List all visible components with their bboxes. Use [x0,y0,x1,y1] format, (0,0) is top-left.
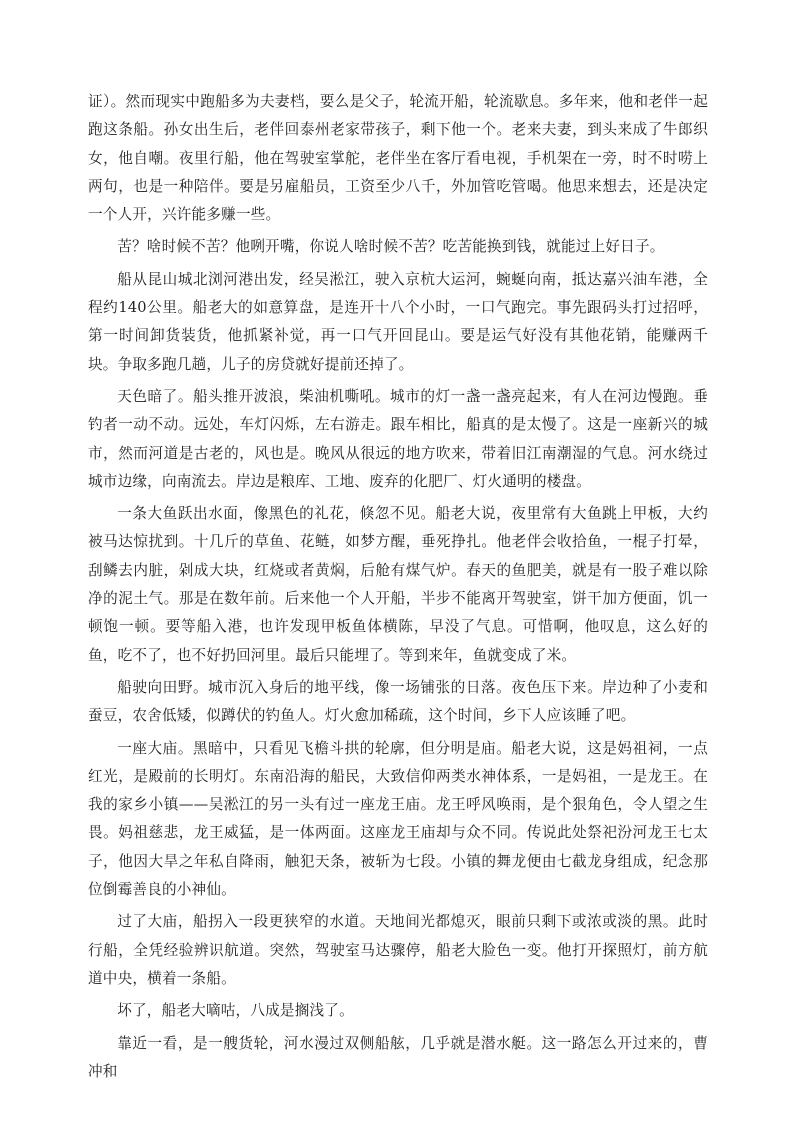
paragraph-1: 证）。然而现实中跑船多为夫妻档，要么是父子，轮流开船，轮流歇息。多年来，他和老伴一起跑这条船。孙女出生后，老伴回泰州老家带孩子，剩下他一个。老来夫妻，到头来成了牛郎织女，他自嘲。夜里行船，他在驾驶室掌舵，老伴坐在客厅看电视，手机架在一旁，时不时唠上两句，也是一种陪伴。要是另雇船员，工资至少八千，外加管吃管喝。他思来想去，还是决定一个人开，兴许能多赚一些。 [88,93,708,224]
paragraph-5: 一条大鱼跃出水面，像黑色的礼花，倏忽不见。船老大说，夜里常有大鱼跳上甲板，大约被马达惊扰到。十几斤的草鱼、花鲢，如梦方醒，垂死挣扎。他老伴会收拾鱼，一棍子打晕，刮鳞去内脏，剁成大块，红烧或者黄焖，后舱有煤气炉。春天的鱼肥美，就是有一股子难以除净的泥土气。那是在数年前。后来他一个人开船，半步不能离开驾驶室，饼干加方便面，饥一顿饱一顿。要等船入港，也许发现甲板鱼体横陈，早没了气息。可惜啊，他叹息，这么好的鱼，吃不了，也不好扔回河里。最后只能埋了。等到来年，鱼就变成了米。 [88,505,708,664]
paragraph-8: 过了大庙，船拐入一段更狭窄的水道。天地间光都熄灭，眼前只剩下或浓或淡的黑。此时行船，全凭经验辨识航道。突然，驾驶室马达骤停，船老大脸色一变。他打开探照灯，前方航道中央，横着一条船。 [88,913,708,987]
document-page [88,88,708,1088]
paragraph-3: 船从昆山城北浏河港出发，经吴淞江，驶入京杭大运河，蜿蜒向南，抵达嘉兴油车港，全程约140公里。船老大的如意算盘，是连开十八个小时，一口气跑完。事先跟码头打过招呼，第一时间卸货装货，他抓紧补觉，再一口气开回昆山。要是运气好没有其他花销，能赚两千块。争取多跑几趟，儿子的房贷就好提前还掉了。 [88,270,708,373]
paragraph-6: 船驶向田野。城市沉入身后的地平线，像一场铺张的日落。夜色压下来。岸边种了小麦和蚕豆，农舍低矮，似蹲伏的钓鱼人。灯火愈加稀疏，这个时间，乡下人应该睡了吧。 [88,678,708,725]
paragraph-10: 靠近一看，是一艘货轮，河水漫过双侧船舷，几乎就是潜水艇。这一路怎么开过来的，曹冲和 [88,1034,708,1080]
paragraph-7: 一座大庙。黑暗中，只看见飞檐斗拱的轮廓，但分明是庙。船老大说，这是妈祖祠，一点红光，是殿前的长明灯。东南沿海的船民，大致信仰两类水神体系，一是妈祖，一是龙王。在我的家乡小镇——吴淞江的另一头有过一座龙王庙。龙王呼风唤雨，是个狠角色，令人望之生畏。妈祖慈悲，龙王威猛，是一体两面。这座龙王庙却与众不同。传说此处祭祀汾河龙王七太子，他因大旱之年私自降雨，触犯天条，被斩为七段。小镇的舞龙便由七截龙身组成，纪念那位倒霉善良的小神仙。 [88,739,708,899]
paragraph-4: 天色暗了。船头推开波浪，柴油机嘶吼。城市的灯一盏一盏亮起来，有人在河边慢跑。垂钓者一动不动。远处，车灯闪烁，左右游走。跟车相比，船真的是太慢了。这是一座新兴的城市，然而河道是古老的，风也是。晚风从很远的地方吹来，带着旧江南潮湿的气息。河水绕过城市边缘，向南流去。岸边是粮库、工地、废弃的化肥厂、灯火通明的楼盘。 [88,387,708,490]
paragraph-2: 苦？啥时候不苦？他咧开嘴，你说人啥时候不苦？吃苦能换到钱，就能过上好日子。 [117,238,665,256]
paragraph-9: 坏了，船老大嘀咕，八成是搁浅了。 [117,1002,354,1020]
